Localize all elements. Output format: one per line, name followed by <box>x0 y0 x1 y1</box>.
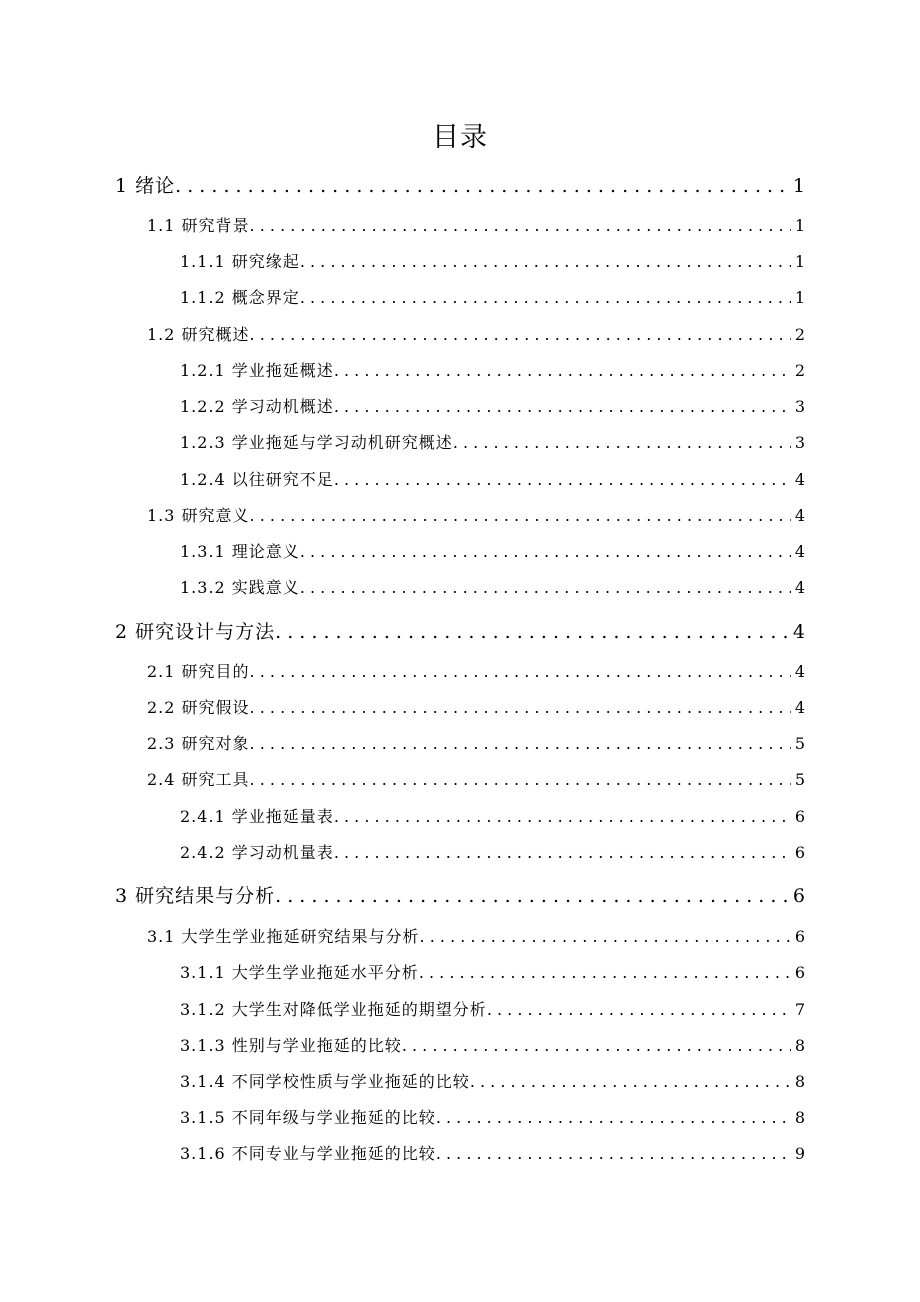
toc-entry-label: 2.1 研究目的 <box>147 662 250 681</box>
dot-leader <box>470 1069 791 1095</box>
toc-entry-page-number: 4 <box>794 506 805 525</box>
toc-entry-label: 1.2.3 学业拖延与学习动机研究概述 <box>180 433 453 452</box>
toc-entry-page-number: 8 <box>794 1072 805 1091</box>
toc-entry-label: 2.2 研究假设 <box>147 698 250 717</box>
toc-entry-page-number: 4 <box>794 698 805 717</box>
toc-entry-page-number: 6 <box>794 807 805 826</box>
dot-leader <box>250 213 791 239</box>
toc-entry[interactable] <box>180 997 805 1023</box>
toc-entry-label: 3.1.1 大学生学业拖延水平分析 <box>180 963 419 982</box>
dot-leader <box>250 322 791 348</box>
toc-entry-label: 1.3 研究意义 <box>147 506 250 525</box>
toc-entry-label: 3.1 大学生学业拖延研究结果与分析 <box>147 927 420 946</box>
toc-entry-page-number: 6 <box>794 927 805 946</box>
toc-entry-page-number: 7 <box>794 1000 805 1019</box>
toc-entry-page-number: 4 <box>794 578 805 597</box>
toc-entry[interactable] <box>180 430 805 456</box>
toc-entry[interactable] <box>115 881 805 911</box>
toc-entry-label: 1.1.1 研究缘起 <box>180 252 300 271</box>
dot-leader <box>250 695 791 721</box>
toc-entry-page-number: 6 <box>792 885 805 907</box>
toc-entry[interactable] <box>180 960 805 986</box>
page-title: 目录 <box>432 122 488 153</box>
toc-entry-page-number: 6 <box>794 963 805 982</box>
toc-entry[interactable] <box>147 695 805 721</box>
toc-entry[interactable] <box>147 767 805 793</box>
toc-entry-label: 1.2 研究概述 <box>147 325 250 344</box>
toc-entry-page-number: 3 <box>794 397 805 416</box>
toc-entry[interactable] <box>180 1069 805 1095</box>
dot-leader <box>334 840 791 866</box>
toc-entry[interactable] <box>147 503 805 529</box>
toc-entry-label: 2.4 研究工具 <box>147 770 250 789</box>
toc-entry-label: 2.4.1 学业拖延量表 <box>180 807 334 826</box>
toc-entry-label: 1.2.2 学习动机概述 <box>180 397 334 416</box>
toc-entry-label: 3.1.4 不同学校性质与学业拖延的比较 <box>180 1072 470 1091</box>
dot-leader <box>175 171 789 201</box>
toc-entry[interactable] <box>180 840 805 866</box>
dot-leader <box>275 617 789 647</box>
dot-leader <box>275 881 789 911</box>
toc-entry[interactable] <box>115 171 805 201</box>
dot-leader <box>420 924 791 950</box>
toc-entry[interactable] <box>147 213 805 239</box>
toc-entry-page-number: 4 <box>794 470 805 489</box>
toc-entry-label: 2.3 研究对象 <box>147 734 250 753</box>
toc-entry[interactable] <box>180 1033 805 1059</box>
toc-entry[interactable] <box>147 731 805 757</box>
toc-entry[interactable] <box>180 1141 805 1167</box>
toc-entry-label: 2.4.2 学习动机量表 <box>180 843 334 862</box>
toc-entry-page-number: 4 <box>792 621 805 643</box>
dot-leader <box>250 731 791 757</box>
toc-entry-label: 3 研究结果与分析 <box>115 885 276 907</box>
toc-entry-page-number: 1 <box>794 216 805 235</box>
toc-entry-page-number: 4 <box>794 662 805 681</box>
toc-entry[interactable] <box>180 804 805 830</box>
toc-entry-page-number: 4 <box>794 542 805 561</box>
dot-leader <box>334 358 791 384</box>
toc-entry-page-number: 2 <box>794 361 805 380</box>
toc-entry[interactable] <box>180 1105 805 1131</box>
dot-leader <box>300 539 791 565</box>
dot-leader <box>250 503 791 529</box>
dot-leader <box>453 430 791 456</box>
toc-entry-label: 3.1.5 不同年级与学业拖延的比较 <box>180 1108 436 1127</box>
dot-leader <box>334 804 791 830</box>
toc-entry-label: 1.2.1 学业拖延概述 <box>180 361 334 380</box>
toc-entry[interactable] <box>115 617 805 647</box>
toc-entry[interactable] <box>147 322 805 348</box>
dot-leader <box>436 1141 791 1167</box>
toc-entry[interactable] <box>180 249 805 275</box>
dot-leader <box>402 1033 791 1059</box>
toc-entry-page-number: 6 <box>794 843 805 862</box>
toc-entry-page-number: 1 <box>792 175 805 197</box>
toc-entry[interactable] <box>180 575 805 601</box>
toc-entry-label: 1.2.4 以往研究不足 <box>180 470 334 489</box>
dot-leader <box>300 575 791 601</box>
toc-entry-label: 1.1 研究背景 <box>147 216 250 235</box>
toc-entry[interactable] <box>147 924 805 950</box>
toc-entry[interactable] <box>180 358 805 384</box>
toc-entry-label: 1.3.2 实践意义 <box>180 578 300 597</box>
toc-entry-page-number: 1 <box>794 288 805 307</box>
toc-entry-page-number: 2 <box>794 325 805 344</box>
toc-entry[interactable] <box>180 467 805 493</box>
toc-entry[interactable] <box>180 394 805 420</box>
dot-leader <box>487 997 791 1023</box>
toc-entry-page-number: 5 <box>794 734 805 753</box>
toc-entry-label: 3.1.3 性别与学业拖延的比较 <box>180 1036 402 1055</box>
toc-entry-page-number: 8 <box>794 1108 805 1127</box>
toc-entry-label: 3.1.6 不同专业与学业拖延的比较 <box>180 1144 436 1163</box>
dot-leader <box>419 960 791 986</box>
dot-leader <box>300 249 791 275</box>
toc-entry-page-number: 8 <box>794 1036 805 1055</box>
toc-entry-label: 2 研究设计与方法 <box>115 621 276 643</box>
dot-leader <box>250 767 791 793</box>
toc-entry-page-number: 9 <box>794 1144 805 1163</box>
toc-entry-page-number: 3 <box>794 433 805 452</box>
toc-entry-label: 3.1.2 大学生对降低学业拖延的期望分析 <box>180 1000 487 1019</box>
toc-entry[interactable] <box>147 659 805 685</box>
toc-entry[interactable] <box>180 285 805 311</box>
dot-leader <box>334 467 791 493</box>
toc-entry[interactable] <box>180 539 805 565</box>
dot-leader <box>436 1105 791 1131</box>
toc-entry-label: 1.1.2 概念界定 <box>180 288 300 307</box>
toc-entry-page-number: 1 <box>794 252 805 271</box>
dot-leader <box>300 285 791 311</box>
dot-leader <box>334 394 791 420</box>
toc-entry-label: 1.3.1 理论意义 <box>180 542 300 561</box>
toc-entry-page-number: 5 <box>794 770 805 789</box>
dot-leader <box>250 659 791 685</box>
toc-entry-label: 1 绪论 <box>115 175 176 197</box>
